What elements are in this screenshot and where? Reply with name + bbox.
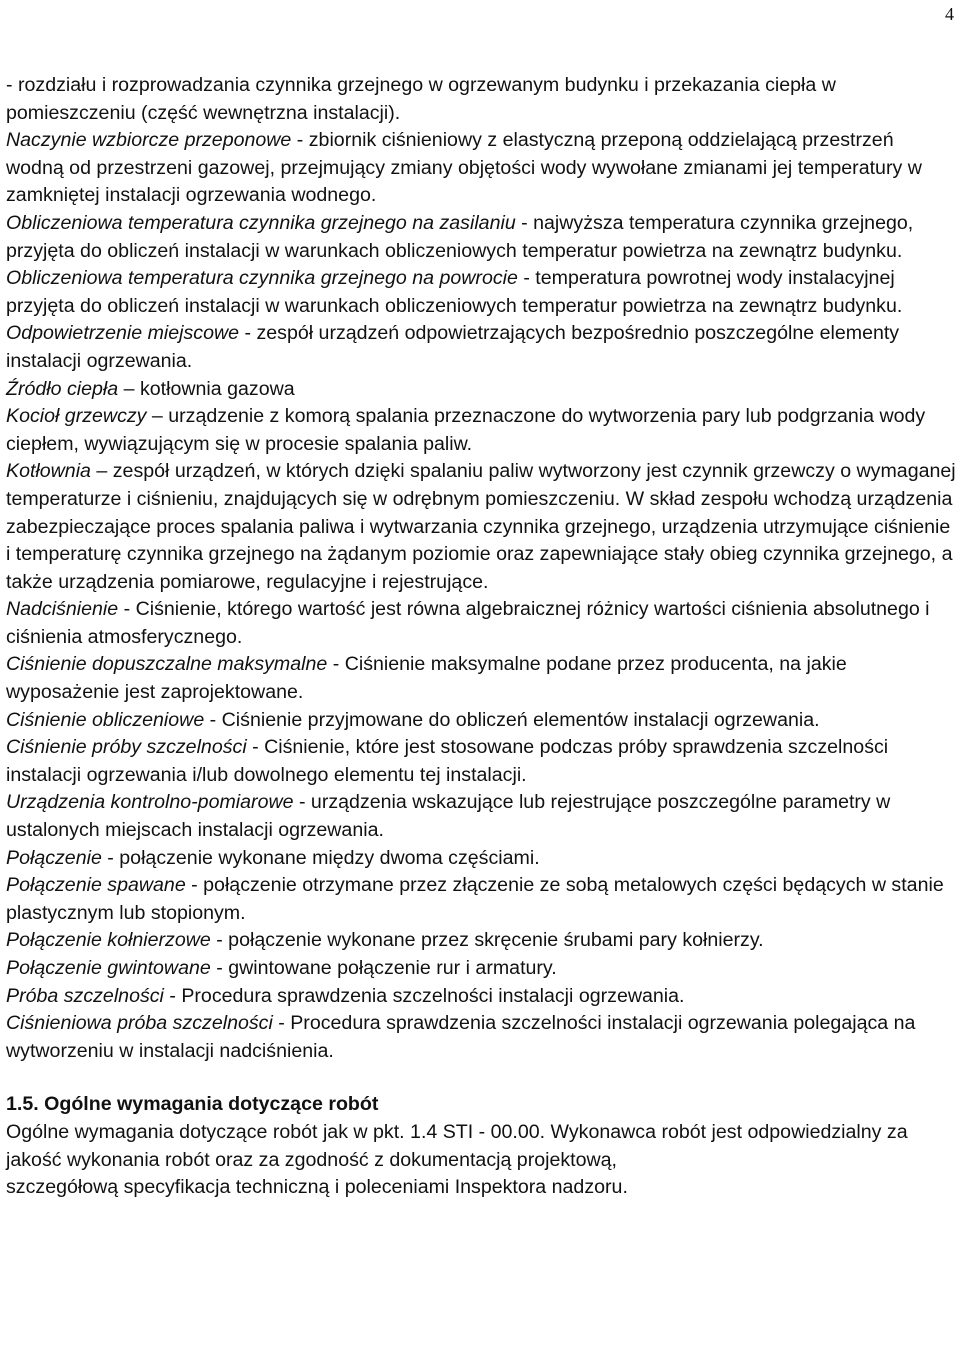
definition-paragraph <box>6 651 956 706</box>
section-paragraph: szczegółową specyfikacja techniczną i poleceniami Inspektora nadzoru. <box>6 1176 628 1199</box>
definition-paragraph <box>6 458 956 596</box>
definition-text: - Procedura sprawdzenia szczelności instalacji ogrzewania. <box>163 984 685 1007</box>
definition-paragraph <box>6 983 956 1011</box>
definition-text: - urządzenia wskazujące lub rejestrujące poszczególne parametry w ustalonych miejscach instalacji ogrzewania. <box>6 791 891 842</box>
definition-text: - połączenie wykonane przez skręcenie śrubami pary kołnierzy. <box>210 929 764 952</box>
definition-text: - połączenie otrzymane przez złączenie ze sobą metalowych części będących w stanie plastycznym lub stopionym. <box>6 874 944 924</box>
definition-text: - rozdziału i rozprowadzania czynnika grzejnego w ogrzewanym budynku i przekazania ciepła w pomieszczeniu (część wewnętrzna instalacji). <box>6 74 836 124</box>
definition-paragraph <box>6 872 956 927</box>
definition-term: Ciśnieniowa próba szczelności <box>6 1012 273 1035</box>
definition-text: - temperatura powrotnej wody instalacyjnej przyjęta do obliczeń instalacji w warunkach obliczeniowych temperatur powietrza na zewnątrz budynku. <box>6 267 903 317</box>
definition-paragraph <box>6 1010 956 1065</box>
definition-term: Obliczeniowa temperatura czynnika grzejnego na zasilaniu <box>6 211 516 234</box>
definition-term: Próba szczelności <box>6 984 164 1007</box>
definition-term: Urządzenia kontrolno-pomiarowe <box>6 791 294 814</box>
definition-text: - Ciśnienie, które jest stosowane podczas próby sprawdzenia szczelności instalacji ogrzewania i/lub dowolnego elementu tej instalacji. <box>6 736 889 786</box>
definition-term: Połączenie <box>6 846 102 869</box>
definition-term: Odpowietrzenie miejscowe <box>6 322 240 345</box>
definition-term: Połączenie kołnierzowe <box>6 929 211 952</box>
definition-paragraph <box>6 320 956 375</box>
definition-term: Nadciśnienie <box>6 598 119 621</box>
definition-term: Naczynie wzbiorcze przeponowe <box>6 129 292 152</box>
definition-term: Kocioł grzewczy <box>6 405 147 428</box>
definition-paragraph <box>6 734 956 789</box>
definition-text: - Ciśnienie maksymalne podane przez producenta, na jakie wyposażenie jest zaprojektowane. <box>6 653 847 704</box>
definition-term: Ciśnienie próby szczelności <box>6 736 247 759</box>
definition-text: - Ciśnienie, którego wartość jest równa algebraicznej różnicy wartości ciśnienia absolutnego i ciśnienia atmosferycznego. <box>6 598 930 648</box>
definition-paragraph <box>6 707 956 735</box>
section-body <box>6 1119 956 1202</box>
definition-text: – kotłownia gazowa <box>118 377 295 400</box>
definition-text: - Procedura sprawdzenia szczelności instalacji ogrzewania polegająca na wytworzeniu w instalacji nadciśnienia. <box>6 1012 916 1062</box>
definition-text: – zespół urządzeń, w których dzięki spalaniu paliw wytworzony jest czynnik grzewczy o wymaganej temperaturze i ciśnieniu, znajdujących się w odrębnym pomieszczeniu. W skład zespołu wchodzą urządzenia zabezpieczające proces spalania paliwa i wytwarzania czynnika grzejnego, urządzenia utrzymujące ciśnienie i temperaturę czynnika grzejnego na żądanym poziomie oraz zapewniające stały obieg czynnika grzejnego, a także urządzenia pomiarowe, regulacyjne i rejestrujące. <box>6 460 956 593</box>
definition-paragraph <box>6 403 956 458</box>
document-body <box>6 72 956 1202</box>
definition-paragraph <box>6 376 956 404</box>
definition-term: Połączenie gwintowane <box>6 957 211 979</box>
definition-term: Kotłownia <box>6 460 91 483</box>
definition-text: - najwyższa temperatura czynnika grzejnego, przyjęta do obliczeń instalacji w warunkach obliczeniowych temperatur powietrza na zewnątrz budynku. <box>6 211 914 262</box>
definition-term: Ciśnienie dopuszczalne maksymalne <box>6 653 328 676</box>
definition-paragraph <box>6 845 956 873</box>
definition-text: – urządzenie z komorą spalania przeznaczone do wytworzenia pary lub podgrzania wody ciepłem, wywiązującym się w procesie spalania paliw. <box>6 405 926 455</box>
definition-paragraph <box>6 127 956 210</box>
definition-term: Połączenie spawane <box>6 874 186 897</box>
definition-paragraph <box>6 210 956 265</box>
page-number: 4 <box>945 4 954 24</box>
definition-paragraph <box>6 72 956 127</box>
section-heading: 1.5. Ogólne wymagania dotyczące robót <box>6 1093 379 1116</box>
definition-text: - Ciśnienie przyjmowane do obliczeń elementów instalacji ogrzewania. <box>204 708 820 731</box>
definition-text: - połączenie wykonane między dwoma częściami. <box>101 846 540 869</box>
definition-paragraph <box>6 955 956 983</box>
definition-paragraph <box>6 927 956 955</box>
definition-paragraph <box>6 596 956 651</box>
definition-paragraph <box>6 789 956 844</box>
definition-term: Źródło ciepła <box>6 377 119 400</box>
definitions-list <box>6 72 956 1065</box>
definition-text: - zespół urządzeń odpowietrzających bezpośrednio poszczególne elementy instalacji ogrzewania. <box>6 322 900 372</box>
definition-term: Obliczeniowa temperatura czynnika grzejnego na powrocie <box>6 267 518 290</box>
definition-paragraph <box>6 265 956 320</box>
section-paragraph: Ogólne wymagania dotyczące robót jak w pkt. 1.4 STI - 00.00. Wykonawca robót jest odpowiedzialny za jakość wykonania robót oraz za zgodność z dokumentacją projektową, <box>6 1120 908 1171</box>
definition-text: - zbiornik ciśnieniowy z elastyczną przeponą oddzielającą przestrzeń wodną od przestrzeni gazowej, przejmujący zmiany objętości wody wywołane zmianami jej temperatury w zamkniętej instalacji ogrzewania wodnego. <box>6 129 922 207</box>
definition-term: Ciśnienie obliczeniowe <box>6 708 205 731</box>
definition-text: - gwintowane połączenie rur i armatury. <box>210 957 557 979</box>
